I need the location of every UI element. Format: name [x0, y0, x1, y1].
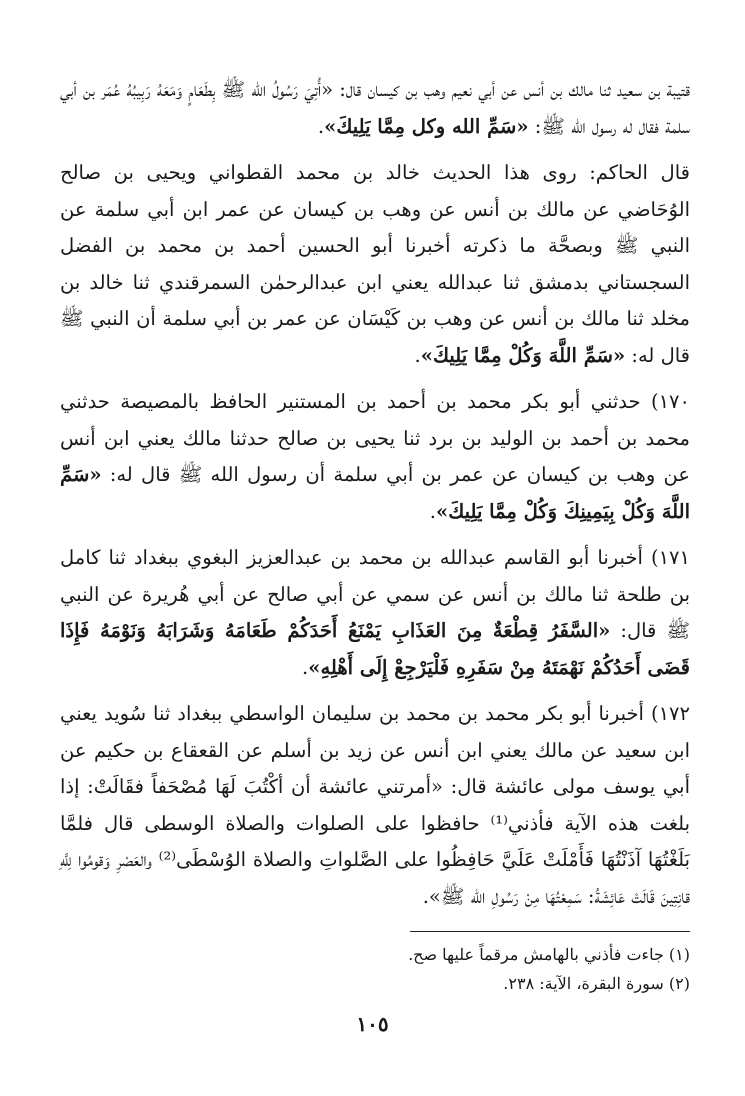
hadith-paragraph-170 — [60, 384, 690, 530]
paragraph-text: ١٧٠) حدثني أبو بكر محمد بن أحمد بن المستنير الحافظ بالمصيصة حدثني محمد بن أحمد بن الوليد بن برد ثنا يحيى بن صالح حدثنا مالك يعني ابن أنس عن وهب بن كيسان عن عمر بن أبي سلمة أن رسول الله ﷺ قال له: — [60, 390, 690, 486]
hadith-paragraph — [60, 72, 690, 145]
hadith-text-bold: «سَمِّ الله وكل مِمَّا يَلِيكَ» — [324, 114, 529, 138]
paragraph-text: قال الحاكم: روى هذا الحديث خالد بن محمد القطواني ويحيى بن صالح الوُحَاضي عن مالك بن أنس عن وهب بن كيسان عن عمر ابن أبي سلمة عن النبي ﷺ وبصحَّة ما ذكرته أخبرنا أبو الحسين أحمد بن محمد بن الفضل السجستاني بدمشق ثنا عبدالله يعني ابن عبدالرحمٰن السمرقندي ثنا خالد بن مخلد ثنا مالك بن أنس عن وهب بن كَيْسَان عن عمر بن أبي سلمة أن النبي ﷺ قال له: — [60, 161, 690, 367]
paragraph-text: . — [414, 343, 421, 367]
paragraph-text: قتيبة بن سعيد ثنا مالك بن أنس عن أبي نعيم وهب بن كيسان قال: «أُتِيَ رَسُولُ الله ﷺ بِطَعَامٍ وَمَعَهُ رَبِيبُهُ عُمَر بن أبي سلمة فقال له رسول الله ﷺ: — [60, 78, 690, 138]
paragraph-text: ١٧٢) أخبرنا أبو بكر محمد بن محمد بن سليمان الواسطي ببغداد ثنا سُويد يعني ابن سعيد عن مالك يعني ابن أنس عن زيد بن أسلم عن القعقاع بن حكيم عن أبي يوسف مولى عائشة قال: «أمرتني عائشة أن أكْتُبَ لَهَا مُصْحَفاً فقَالَتْ: إذا بلغت هذه الآية فأذني⁽¹⁾ حافظوا على الصلوات والصلاة الوسطى قال فلمَّا بَلَغْتُهَا آذَنْتُهَا فَأَمْلَتْ عَلَيَّ حَافِظُوا على الصَّلواتِ والصلاة الوُسْطَى⁽²⁾ والعَصْرِ وَقومُوا لِلَّهِ قانِتِينَ قَالَتْ عَائِشَةُ: سَمِعْتُهَا مِنْ رَسُولِ الله ﷺ». — [60, 702, 691, 908]
paragraph-text: . — [429, 499, 436, 523]
footnotes — [60, 940, 690, 998]
hadith-text-bold: «سَمِّ اللَّهَ وَكُلْ مِمَّا يَلِيكَ» — [420, 343, 626, 367]
paragraph-text: . — [317, 114, 325, 138]
hadith-paragraph-171 — [60, 540, 690, 686]
hadith-text-bold: «سَمِّ اللَّهَ وَكُلْ بِيَمِينِكَ وَكُلْ مِمَّا يَلِيكَ» — [60, 463, 690, 523]
hakim-commentary-paragraph — [60, 155, 690, 374]
paragraph-text: . — [302, 655, 309, 679]
paragraph-text: ١٧١) أخبرنا أبو القاسم عبدالله بن محمد بن عبدالعزيز البغوي ببغداد ثنا كامل بن طلحة ثنا مالك بن أنس عن سمي عن أبي صالح عن أبي هُريرة عن النبي ﷺ قال: — [60, 546, 690, 642]
hadith-paragraph-172 — [60, 696, 690, 915]
footnote-1: (١) جاءت فأذني بالهامش مرقماً عليها صح. — [408, 945, 690, 964]
footnote-2: (٢) سورة البقرة، الآية: ٢٣٨. — [503, 974, 690, 993]
footnote-divider — [410, 931, 690, 932]
page-number: ١٠٥ — [356, 1012, 389, 1036]
hadith-text-bold: «السَّفَرُ قِطْعَةٌ مِنَ العَذَابِ يَمْنَعُ أَحَدَكُمْ طَعَامَهُ وَشَرَابَهُ وَنَوْمَهُ فَإِذَا قَضَى أَحَدُكُمْ نَهْمَتَهُ مِنْ سَفَرِهِ فَلْيَرْجِعْ إِلَى أَهْلِهِ» — [60, 619, 690, 679]
page-body — [60, 72, 690, 915]
